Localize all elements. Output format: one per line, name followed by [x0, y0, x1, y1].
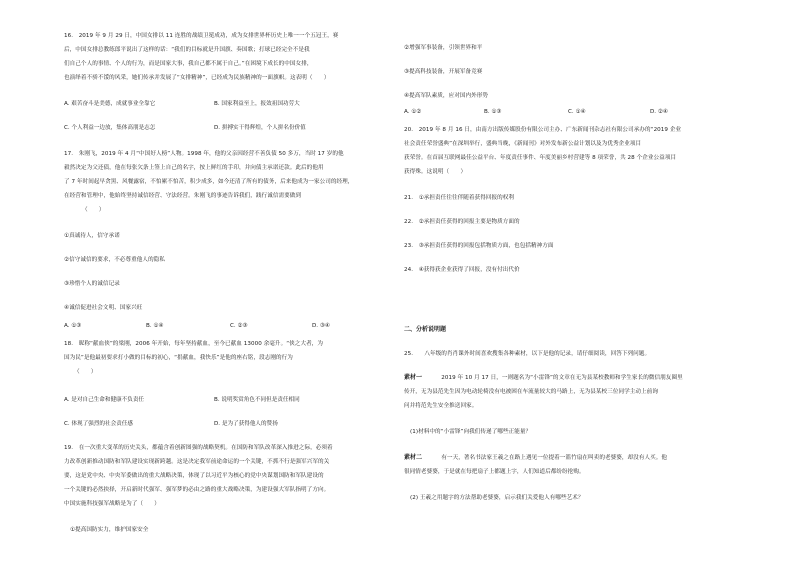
q17-statement: ①真诚待人，信守承诺	[64, 233, 120, 239]
q19-line: 中国实施科技强军战略是为了（ ）	[64, 501, 160, 507]
q19-option-b: B. ①③	[484, 109, 502, 115]
q19-line: 一个关键的必然抉择，开启新时代强军、强军梦的必由之路的重大战略决策，为建设强大军队指明了方向。	[64, 487, 330, 493]
q17-option-c: C. ②③	[230, 323, 248, 329]
q17-statement: ②信守诚信的要求，不必尊重他人的隐私	[64, 257, 166, 263]
q17-option-b: B. ①④	[146, 323, 164, 329]
q16-option-c: C. 个人利益一边放，集体高朋是志怎	[64, 125, 156, 131]
q20-line: 20. 2019 年 8 月 16 日，由南方出版传媒股份有限公司主办、广东新闻刊杂志社有限公司承办的“2019 企业	[404, 127, 682, 133]
q19-line: 要，这是党中央、中央军委做出的重大战略决策，体现了以习近平为核心的党中央谋划国防和军队建设的	[64, 473, 324, 479]
q19-statement: ④提高军队素质，应对国内外形势	[404, 93, 489, 99]
q18-line: 国为民”是他最初要求打小做的目标的初心，“捐献血，我快乐”是他的座右铭，段志刚的行为	[64, 355, 293, 361]
material1-line: 2019 年 10 月 17 日，一则题名为“小雷锋”的文章在无为县某校教师和学生家长的微信朋友圈里	[430, 375, 683, 381]
q22-line: 22. ②承担责任获得的回报主要是物质方面的	[404, 219, 520, 225]
q18-line: （ ）	[74, 369, 97, 375]
q19-statement: ③提高科技装备，开展军备竞赛	[404, 69, 483, 75]
q19-line: 19. 在一次重大变革的历史关头，都蕴含着创新图强的战略契机。在国防和军队改革深入推进之际，必须着	[64, 445, 333, 451]
q16-line: 们自己个人的事情、个人的行为，而是国家大事，我自己都不属于自己。”在困境下成长的中国女排，	[64, 61, 313, 67]
q18-option-a: A. 是对自己生命和健康不负责任	[64, 397, 145, 403]
q19-statement: ①提高国防实力，维护国家安全	[70, 527, 149, 533]
q23-line: 23. ③承担责任获得的回报包括物质方面，也包括精神方面	[404, 243, 554, 249]
q16-line: 也演绎着不骄不馁的风采，她们传承并发展了“女排精神”，已经成为民族精神的一面旗帜。这表明（ ）	[64, 75, 330, 81]
q19-option-d: D. ②④	[650, 109, 668, 115]
q19-option-c: C. ①④	[568, 109, 586, 115]
material1-line: 传开，无为县范先生因为电动轮椅没有电被困在车流量较大的马路上，无为县某校三位同学主动上前询	[404, 389, 658, 395]
question-2: (2) 王羲之用题字的方法帮助老婆婆，启示我们关爱他人有哪些艺术？	[410, 495, 584, 501]
q17-line: 在经营和管理中，他始终坚持诚信经营、守法经营。朱刚飞的事迹告诉我们，践行诚信需要做到	[64, 193, 302, 199]
q19-option-a: A. ①②	[404, 109, 422, 115]
q18-option-c: C. 体现了强烈的社会责任感	[64, 421, 133, 427]
q25-intro: 25. 八年级的肖肖课外时间喜欢搜集各种素材，以下是他的记录，请仔细阅读，回答下列问题。	[404, 351, 651, 357]
q18-option-d: D. 是为了获得他人的赞扬	[214, 421, 278, 427]
q17-statement: ④诚信促进社会文明、国家兴旺	[64, 305, 143, 311]
q16-option-a: A. 艰苦奋斗是美德，成就事业全靠它	[64, 101, 156, 107]
q18-option-b: B. 说明奖赏角色不同但是责任相同	[214, 397, 300, 403]
q20-line: 获荣誉。在首届互联网最佳公益平台、年度责任事件、年度美丽乡村营建等 8 项荣誉，共 28 个企业公益项目	[404, 155, 677, 161]
q16-option-b: B. 国家利益至上，报效祖国功劳大	[214, 101, 300, 107]
q16-line: 16. 2019 年 9 月 29 日，中国女排以 11 连胜的战绩卫冕成功，成为女排世界杯历史上唯一一个五冠王，赛	[64, 33, 339, 39]
q16-line: 后，中国女排总教练郎平说出了这样的话：“我们的目标就是升国旗、奏国歌；打球已经完全不是我	[64, 47, 310, 53]
q17-line: 17. 朱刚飞，2019 年 4 月“中国好人榜”人物。1998 年，他的父亲因经营不善负债 50 多万，当时 17 岁的他	[64, 151, 344, 157]
q17-line: 毅然决定为父还债，他在每张欠条上签上自己的名字，按上鲜红的手印，并向债主承诺还款。此后的他用	[64, 165, 324, 171]
material2-line: 有一天，著名书法家王羲之在路上遇见一位提着一篮竹扇在叫卖的老婆婆，却没有人买。他	[430, 455, 668, 461]
section-heading: 二、分析说明题	[404, 326, 447, 333]
material1-line: 问并将范先生安全推送回家。	[404, 403, 478, 409]
q20-line: 社会责任荣誉盛典”在深圳举行，盛典当晚，《新闻刊》对外发布新公益计划以及为优秀企业项目	[404, 141, 642, 147]
q24-line: 24. ④获得获企业获得了回报，没有付出代价	[404, 267, 520, 273]
q20-line: 获得殊。这说明（ ）	[404, 169, 467, 175]
q16-option-d: D. 拼搏实干得辉煌，个人拼名份价值	[214, 125, 306, 131]
q21-line: 21. ①承担责任往往伴随着获得回报的权利	[404, 195, 515, 201]
question-1: (1)材料中的“小雷锋”向我们传递了哪些正能量？	[410, 429, 532, 435]
q17-option-a: A. ①③	[64, 323, 82, 329]
material2-line: 很同情老婆婆，于是就在每把扇子上都题上字，人们知道后都纷纷抢购。	[404, 469, 585, 475]
q19-line: 力改革创新推动国防和军队建设实现新跨越。这是决定我军前途命运的一个关键，不抓不行是强军兴军的关	[64, 459, 330, 465]
q17-option-d: D. ③④	[312, 323, 330, 329]
material1-label: 素材一	[404, 374, 423, 381]
material2-label: 素材二	[404, 454, 423, 461]
q18-line: 18. 昵称“献血侠”的梁刚，2006 年开始，每年坚持献血，至今已献血 13000 余毫升。“侠之大者，为	[64, 341, 324, 347]
q17-statement: ③珍惜个人的诚信记录	[64, 281, 120, 287]
q17-line: （ ）	[82, 207, 105, 213]
q17-line: 了 7 年时间起早贪黑、风餐露宿，不怕累不怕苦，积少成多，如今还清了所有的债务，后来他成为一家公司的经理，	[64, 179, 354, 185]
q19-statement: ②增强军事装备，引领世界和平	[404, 45, 483, 51]
